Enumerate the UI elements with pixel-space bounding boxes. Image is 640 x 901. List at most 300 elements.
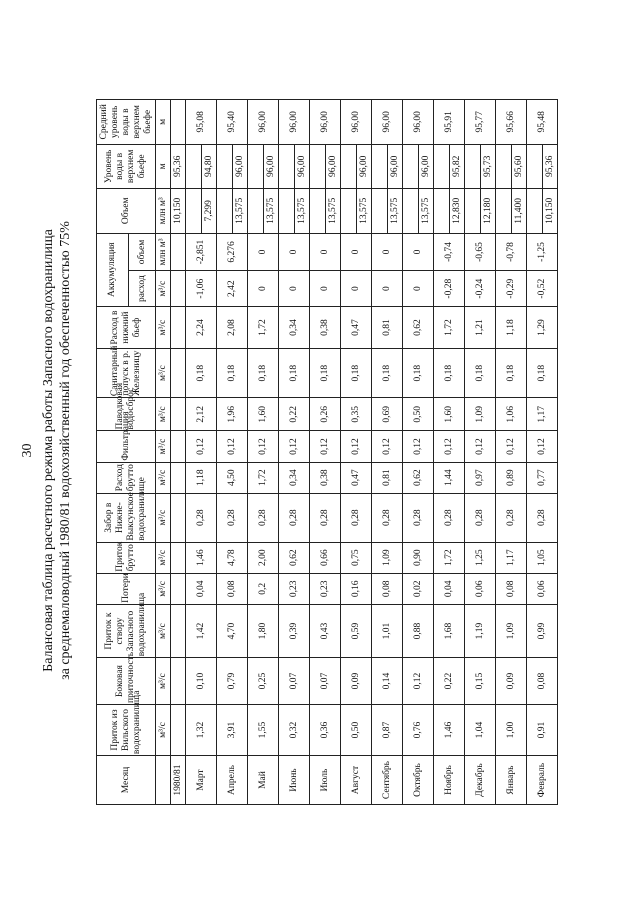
value-cell: 0,07 (310, 658, 341, 705)
volume-cell: 11,400 (512, 189, 527, 233)
value-cell: 6,276 (217, 233, 248, 271)
value-cell: 0,18 (527, 349, 558, 398)
value-cell: 1,05 (527, 542, 558, 573)
value-cell: 0,62 (403, 306, 434, 348)
value-cell: 0,2 (248, 573, 279, 604)
empty-cell (465, 189, 481, 233)
mean-level-cell: 95,08 (186, 100, 217, 145)
volume-cell: 12,830 (450, 189, 465, 233)
level-cell: 96,00 (264, 144, 279, 188)
value-cell: 1,29 (527, 306, 558, 348)
level-cell: 95,82 (450, 144, 465, 188)
value-cell: 1,06 (496, 398, 527, 431)
value-cell: 0 (248, 271, 279, 307)
empty-cell (171, 493, 186, 542)
title-line-1: Балансовая таблица расчетного режима работы Запасного водохранилища (41, 229, 56, 672)
empty-cell (403, 144, 419, 188)
table-row (434, 100, 450, 805)
empty-cell (372, 189, 388, 233)
value-cell: 1,00 (496, 704, 527, 755)
mean-level-cell (171, 100, 186, 145)
unit-cell: м³/с (156, 704, 171, 755)
value-cell: 0,28 (496, 493, 527, 542)
month-cell: Март (186, 756, 217, 805)
header-spillway: Паводковая водосброс (97, 398, 156, 431)
unit-cell: млн м³ (156, 189, 171, 233)
value-cell: 0,28 (310, 493, 341, 542)
value-cell: 4,78 (217, 542, 248, 573)
value-cell: 0 (403, 271, 434, 307)
empty-cell (496, 189, 512, 233)
mean-level-cell: 96,00 (341, 100, 372, 145)
empty-cell (496, 144, 512, 188)
volume-cell: 10,150 (171, 189, 186, 233)
empty-cell (434, 144, 450, 188)
value-cell: 0,12 (527, 431, 558, 462)
value-cell: 0,12 (465, 431, 496, 462)
value-cell: 0,69 (372, 398, 403, 431)
header-level-upper: Уровень воды в верхнем бьефе (97, 144, 156, 188)
value-cell: 0,08 (217, 573, 248, 604)
value-cell: 2,24 (186, 306, 217, 348)
value-cell: 0,12 (341, 431, 372, 462)
value-cell: 2,00 (248, 542, 279, 573)
mean-level-cell: 96,00 (248, 100, 279, 145)
month-cell: Июль (310, 756, 341, 805)
unit-cell: м³/с (156, 271, 171, 307)
value-cell: 0 (310, 233, 341, 271)
value-cell: 3,91 (217, 704, 248, 755)
empty-cell (310, 144, 326, 188)
mean-level-cell: 95,91 (434, 100, 465, 145)
level-cell: 96,00 (233, 144, 248, 188)
value-cell: 0,18 (310, 349, 341, 398)
empty-cell (186, 189, 202, 233)
value-cell: 1,01 (372, 604, 403, 657)
value-cell: 0,89 (496, 462, 527, 493)
value-cell: 0,28 (217, 493, 248, 542)
value-cell: 0,39 (279, 604, 310, 657)
header-acc-volume: объем (129, 233, 156, 271)
value-cell: 0,12 (279, 431, 310, 462)
value-cell: 0,28 (279, 493, 310, 542)
volume-cell: 12,180 (481, 189, 496, 233)
value-cell: 0,18 (434, 349, 465, 398)
value-cell: 1,80 (248, 604, 279, 657)
empty-cell (171, 398, 186, 431)
value-cell: 1,68 (434, 604, 465, 657)
value-cell: 0,15 (465, 658, 496, 705)
month-cell: Октябрь (403, 756, 434, 805)
level-cell: 94,80 (202, 144, 217, 188)
mean-level-cell: 96,00 (372, 100, 403, 145)
value-cell: 0,99 (527, 604, 558, 657)
value-cell: 0,12 (434, 431, 465, 462)
table-row (496, 100, 512, 805)
mean-level-cell: 95,77 (465, 100, 496, 145)
value-cell: 0,97 (465, 462, 496, 493)
table-row (310, 100, 326, 805)
value-cell: 0,12 (217, 431, 248, 462)
value-cell: 0,18 (279, 349, 310, 398)
value-cell: 0,04 (186, 573, 217, 604)
value-cell: 1,55 (248, 704, 279, 755)
value-cell: 0,66 (310, 542, 341, 573)
unit-cell: м³/с (156, 398, 171, 431)
mean-level-cell: 95,48 (527, 100, 558, 145)
table-row (279, 100, 295, 805)
value-cell: -0,74 (434, 233, 465, 271)
unit-cell: м³/с (156, 604, 171, 657)
value-cell: 0,50 (341, 704, 372, 755)
header-sanitary: Санитарный попуск в р. Железницу (97, 349, 156, 398)
value-cell: 0 (341, 233, 372, 271)
mean-level-cell: 96,00 (279, 100, 310, 145)
header-lateral: Боковая приточность (97, 658, 156, 705)
value-cell: 0,35 (341, 398, 372, 431)
value-cell: 1,60 (248, 398, 279, 431)
value-cell: 0,18 (496, 349, 527, 398)
volume-cell: 13,575 (357, 189, 372, 233)
unit-cell: м³/с (156, 573, 171, 604)
value-cell: 0,02 (403, 573, 434, 604)
level-cell: 96,00 (326, 144, 341, 188)
water-balance-table (96, 99, 558, 805)
value-cell: 0,62 (403, 462, 434, 493)
value-cell: 1,96 (217, 398, 248, 431)
value-cell: 0,28 (186, 493, 217, 542)
value-cell: -0,29 (496, 271, 527, 307)
table-row (372, 100, 388, 805)
value-cell: 0,79 (217, 658, 248, 705)
unit-cell: м³/с (156, 493, 171, 542)
value-cell: 0,07 (279, 658, 310, 705)
value-cell: 0,06 (465, 573, 496, 604)
header-losses: Потери (97, 573, 156, 604)
unit-cell: м³/с (156, 658, 171, 705)
value-cell: 0,28 (341, 493, 372, 542)
empty-cell (434, 189, 450, 233)
empty-cell (279, 189, 295, 233)
empty-cell (171, 431, 186, 462)
volume-cell: 13,575 (295, 189, 310, 233)
value-cell: 0 (248, 233, 279, 271)
value-cell: 4,70 (217, 604, 248, 657)
month-cell: Апрель (217, 756, 248, 805)
page-number: 30 (20, 443, 35, 458)
value-cell: 1,46 (434, 704, 465, 755)
table-row (186, 100, 202, 805)
empty-cell (341, 144, 357, 188)
header-inflow-zapasnoe: Приток к створу Запасного водохранилища (97, 604, 156, 657)
value-cell: 0,36 (310, 704, 341, 755)
value-cell: 0,22 (279, 398, 310, 431)
value-cell: 1,18 (186, 462, 217, 493)
value-cell: 0,28 (465, 493, 496, 542)
value-cell: 0,10 (186, 658, 217, 705)
value-cell: 0 (372, 233, 403, 271)
value-cell: 0,81 (372, 462, 403, 493)
value-cell: 4,50 (217, 462, 248, 493)
value-cell: -1,25 (527, 233, 558, 271)
value-cell: 2,12 (186, 398, 217, 431)
mean-level-cell: 95,40 (217, 100, 248, 145)
value-cell: -0,78 (496, 233, 527, 271)
value-cell: 1,72 (248, 462, 279, 493)
header-volume: Объем (97, 189, 156, 233)
table-body (171, 100, 558, 805)
value-cell: 0,26 (310, 398, 341, 431)
table-row (403, 100, 419, 805)
value-cell: 0,28 (434, 493, 465, 542)
units-row (156, 100, 171, 805)
unit-cell: м³/с (156, 462, 171, 493)
value-cell: 1,09 (372, 542, 403, 573)
empty-cell (171, 306, 186, 348)
value-cell: 0,47 (341, 462, 372, 493)
month-cell: Май (248, 756, 279, 805)
volume-cell: 10,150 (543, 189, 558, 233)
value-cell: 0,22 (434, 658, 465, 705)
value-cell: 1,46 (186, 542, 217, 573)
value-cell: 0,28 (248, 493, 279, 542)
value-cell: 0,43 (310, 604, 341, 657)
month-cell: Июнь (279, 756, 310, 805)
header-month: Месяц (97, 756, 156, 805)
unit-cell: м³/с (156, 306, 171, 348)
empty-cell (248, 144, 264, 188)
volume-cell: 13,575 (388, 189, 403, 233)
empty-cell (171, 704, 186, 755)
value-cell: 0,38 (310, 306, 341, 348)
value-cell: 0,08 (496, 573, 527, 604)
header-intake: Забор в Нижне-Выксунское водохранилище (97, 493, 156, 542)
value-cell: 0,16 (341, 573, 372, 604)
header-inflow-gross: Приток брутто (97, 542, 156, 573)
empty-cell (341, 189, 357, 233)
value-cell: 1,09 (465, 398, 496, 431)
value-cell: 0,87 (372, 704, 403, 755)
volume-cell: 7,299 (202, 189, 217, 233)
value-cell: 1,72 (434, 542, 465, 573)
value-cell: -0,28 (434, 271, 465, 307)
value-cell: 0,75 (341, 542, 372, 573)
value-cell: 0,12 (310, 431, 341, 462)
value-cell: 0 (279, 233, 310, 271)
value-cell: 0,18 (465, 349, 496, 398)
value-cell: 0,23 (310, 573, 341, 604)
mean-level-cell: 96,00 (310, 100, 341, 145)
value-cell: 0,18 (372, 349, 403, 398)
value-cell: 0,12 (372, 431, 403, 462)
month-cell: Январь (496, 756, 527, 805)
header-mean-level: Средний уровень воды в верхнем бьефе (97, 100, 156, 145)
title-line-2: за среднемаловодный 1980/81 водохозяйственный год обеспеченностью 75% (58, 221, 73, 680)
value-cell: 0 (341, 271, 372, 307)
value-cell: 0 (372, 271, 403, 307)
value-cell: 1,42 (186, 604, 217, 657)
month-cell: Сентябрь (372, 756, 403, 805)
value-cell: 1,72 (248, 306, 279, 348)
empty-cell (310, 189, 326, 233)
value-cell: 0,18 (217, 349, 248, 398)
value-cell: 0,12 (248, 431, 279, 462)
unit-cell: м³/с (156, 542, 171, 573)
table-row (217, 100, 233, 805)
mean-level-cell: 95,66 (496, 100, 527, 145)
value-cell: 0,18 (186, 349, 217, 398)
value-cell: 1,44 (434, 462, 465, 493)
value-cell: 1,21 (465, 306, 496, 348)
empty-cell (186, 144, 202, 188)
value-cell: 0,59 (341, 604, 372, 657)
empty-cell (171, 462, 186, 493)
empty-cell (171, 271, 186, 307)
value-cell: 1,18 (496, 306, 527, 348)
value-cell: 0 (279, 271, 310, 307)
value-cell: 0,77 (527, 462, 558, 493)
table-title (40, 0, 74, 901)
units-month (156, 756, 171, 805)
month-cell: Август (341, 756, 372, 805)
value-cell: 0,28 (403, 493, 434, 542)
value-cell: 0 (310, 271, 341, 307)
level-cell: 96,00 (419, 144, 434, 188)
value-cell: 0,12 (496, 431, 527, 462)
empty-cell (527, 189, 543, 233)
value-cell: -2,851 (186, 233, 217, 271)
value-cell: 0,28 (527, 493, 558, 542)
header-accumulation: Аккумуляция (97, 233, 129, 306)
value-cell: 0,50 (403, 398, 434, 431)
value-cell: 0,28 (372, 493, 403, 542)
value-cell: 0,09 (496, 658, 527, 705)
value-cell: 0,25 (248, 658, 279, 705)
value-cell: 0,18 (403, 349, 434, 398)
value-cell: 1,09 (496, 604, 527, 657)
unit-cell: м³/с (156, 431, 171, 462)
empty-cell (372, 144, 388, 188)
value-cell: -0,52 (527, 271, 558, 307)
header-filtration: Фильтрация (97, 431, 156, 462)
value-cell: 0,47 (341, 306, 372, 348)
empty-cell (171, 233, 186, 271)
value-cell: -0,65 (465, 233, 496, 271)
value-cell: 1,32 (186, 704, 217, 755)
value-cell: 0,32 (279, 704, 310, 755)
value-cell: 0,08 (372, 573, 403, 604)
volume-cell: 13,575 (264, 189, 279, 233)
mean-level-cell: 96,00 (403, 100, 434, 145)
table-row-start (171, 100, 186, 805)
empty-cell (171, 542, 186, 573)
empty-cell (465, 144, 481, 188)
level-cell: 96,00 (388, 144, 403, 188)
value-cell: 0,08 (527, 658, 558, 705)
level-cell: 95,36 (543, 144, 558, 188)
value-cell: 0,81 (372, 306, 403, 348)
level-cell: 95,60 (512, 144, 527, 188)
unit-cell: м (156, 100, 171, 145)
value-cell: 1,04 (465, 704, 496, 755)
value-cell: 2,08 (217, 306, 248, 348)
value-cell: 0,91 (527, 704, 558, 755)
table-row (341, 100, 357, 805)
empty-cell (217, 144, 233, 188)
header-acc-flow: расход (129, 271, 156, 307)
level-cell: 95,36 (171, 144, 186, 188)
volume-cell: 13,575 (326, 189, 341, 233)
level-cell: 96,00 (357, 144, 372, 188)
level-cell: 95,73 (481, 144, 496, 188)
value-cell: 0 (403, 233, 434, 271)
volume-cell: 13,575 (233, 189, 248, 233)
value-cell: 2,42 (217, 271, 248, 307)
unit-cell: м³/с (156, 349, 171, 398)
empty-cell (171, 573, 186, 604)
value-cell: 1,72 (434, 306, 465, 348)
value-cell: 0,18 (341, 349, 372, 398)
empty-cell (171, 604, 186, 657)
value-cell: 0,06 (527, 573, 558, 604)
table-row (527, 100, 543, 805)
value-cell: 1,17 (527, 398, 558, 431)
volume-cell: 13,575 (419, 189, 434, 233)
value-cell: 0,90 (403, 542, 434, 573)
value-cell: 1,25 (465, 542, 496, 573)
month-cell: Февраль (527, 756, 558, 805)
value-cell: 0,76 (403, 704, 434, 755)
value-cell: -0,24 (465, 271, 496, 307)
value-cell: 1,60 (434, 398, 465, 431)
table-row (248, 100, 264, 805)
value-cell: 0,12 (186, 431, 217, 462)
value-cell: 0,12 (403, 658, 434, 705)
empty-cell (403, 189, 419, 233)
value-cell: 0,18 (248, 349, 279, 398)
empty-cell (171, 349, 186, 398)
value-cell: 0,23 (279, 573, 310, 604)
empty-cell (279, 144, 295, 188)
value-cell: 0,62 (279, 542, 310, 573)
value-cell: 1,19 (465, 604, 496, 657)
value-cell: 0,04 (434, 573, 465, 604)
month-cell: 1980/81 (171, 756, 186, 805)
value-cell: -1,06 (186, 271, 217, 307)
empty-cell (248, 189, 264, 233)
unit-cell: млн м³ (156, 233, 171, 271)
value-cell: 0,09 (341, 658, 372, 705)
header-outflow-gross: Расход брутто (97, 462, 156, 493)
unit-cell: м (156, 144, 171, 188)
value-cell: 0,38 (310, 462, 341, 493)
empty-cell (171, 658, 186, 705)
value-cell: 1,17 (496, 542, 527, 573)
header-downstream: Расход в нижний бьеф (97, 306, 156, 348)
empty-cell (217, 189, 233, 233)
value-cell: 0,14 (372, 658, 403, 705)
empty-cell (527, 144, 543, 188)
month-cell: Ноябрь (434, 756, 465, 805)
header-inflow-vilsky: Приток из Вильского водохранилища (97, 704, 156, 755)
value-cell: 0,34 (279, 306, 310, 348)
level-cell: 96,00 (295, 144, 310, 188)
value-cell: 0,34 (279, 462, 310, 493)
value-cell: 0,88 (403, 604, 434, 657)
month-cell: Декабрь (465, 756, 496, 805)
value-cell: 0,12 (403, 431, 434, 462)
table-row (465, 100, 481, 805)
